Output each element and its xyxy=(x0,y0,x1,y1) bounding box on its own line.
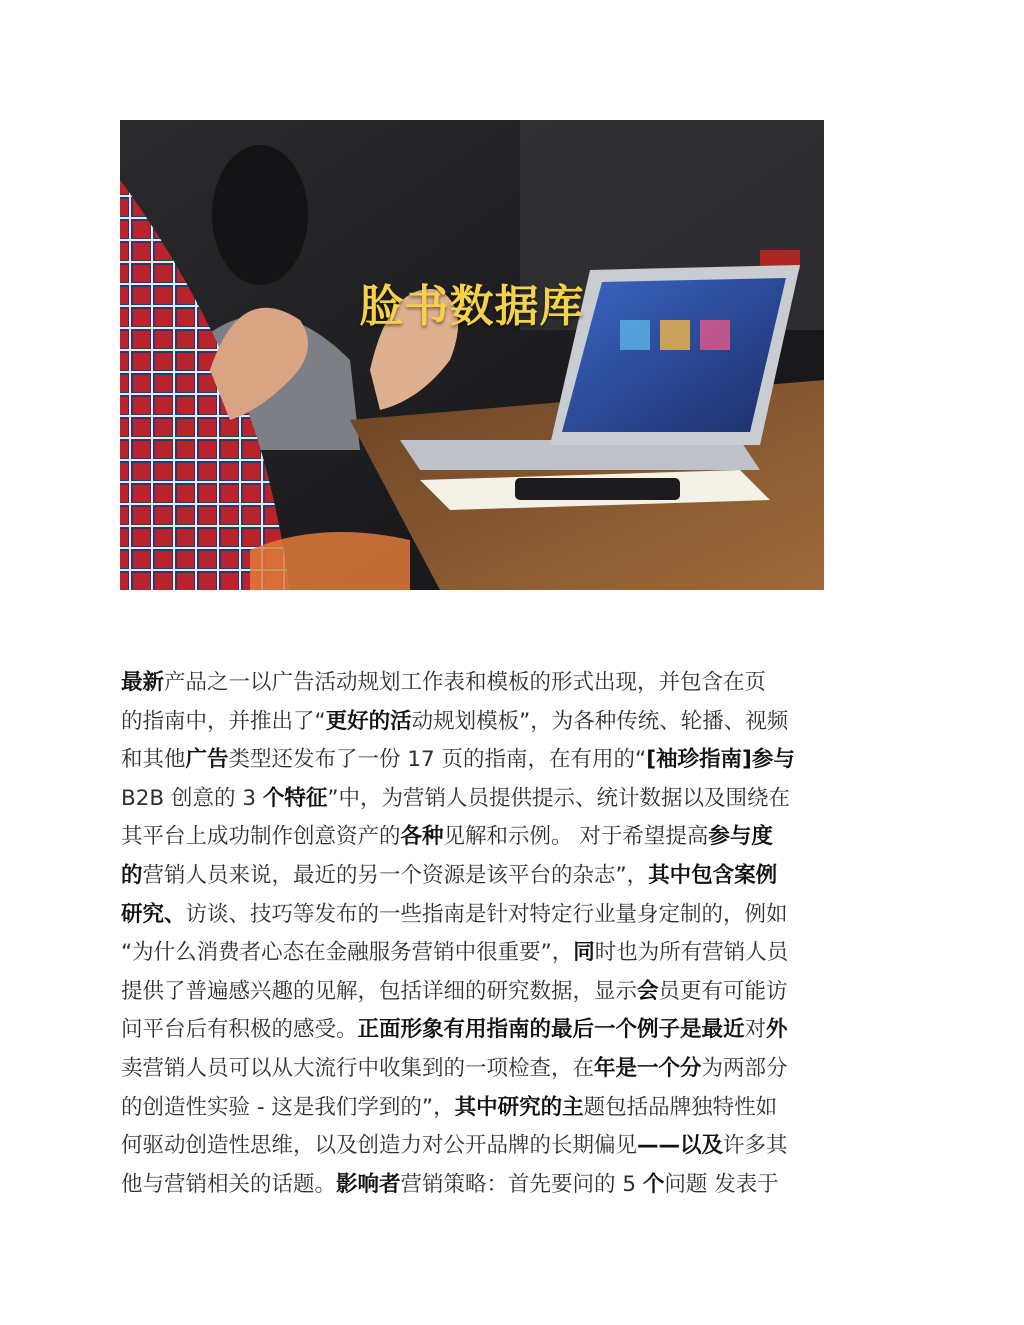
text-run: ”中，为营销人员提供提示、统计数据以及围绕在 xyxy=(327,785,791,811)
article-line xyxy=(121,1011,906,1050)
article-line xyxy=(121,780,906,819)
text-run: 见解和示例。 对于希望提高 xyxy=(443,824,709,850)
text-run: 他与营销相关的话题。 xyxy=(121,1171,337,1197)
text-run: 为两部分 xyxy=(701,1055,788,1081)
text-run: 时也为所有营销人员 xyxy=(594,940,789,966)
text-run: B2B 创意的 3 xyxy=(121,785,263,811)
text-run: 的创造性实验 - 这是我们学到的”， xyxy=(121,1094,455,1120)
bold-text-run: 外 xyxy=(766,1017,788,1043)
bold-text-run: 其中研究的主 xyxy=(454,1094,584,1120)
bold-text-run: 的 xyxy=(121,862,143,888)
text-run: 许多其 xyxy=(723,1133,788,1159)
bold-text-run: 个特征 xyxy=(262,785,328,811)
article-line xyxy=(121,1127,906,1166)
text-run: 访谈、技巧等发布的一些指南是针对特定行业量身定制的，例如 xyxy=(185,901,788,927)
article-line xyxy=(121,1089,906,1128)
text-run: 题包括品牌独特性如 xyxy=(583,1094,778,1120)
bold-text-run: 研究、 xyxy=(121,901,186,927)
bold-text-run: [袖珍指南]参与 xyxy=(646,747,795,773)
text-run: 营销人员来说，最近的另一个资源是该平台的杂志”， xyxy=(142,862,649,888)
bold-text-run: 同 xyxy=(573,940,595,966)
hero-image xyxy=(120,120,824,590)
bold-text-run: 最新 xyxy=(121,670,165,695)
text-run: 类型还发布了一份 17 页的指南，在有用的“ xyxy=(228,747,647,773)
hero-title: 脸书数据库 xyxy=(359,281,585,332)
text-run: 的指南中，并推出了“ xyxy=(121,708,326,734)
text-run: 动规划模板”，为各种传统、轮播、视频 xyxy=(411,708,789,734)
article-line xyxy=(121,934,906,973)
text-run: 其平台上成功制作创意资产的 xyxy=(121,824,401,850)
article-line xyxy=(121,896,906,935)
text-run: 对 xyxy=(744,1017,767,1043)
text-run: 问平台后有积极的感受。 xyxy=(121,1017,358,1043)
text-run: 卖营销人员可以从大流行中收集到的一项检查，在 xyxy=(121,1055,595,1081)
bold-text-run: ——以及 xyxy=(637,1133,724,1159)
bold-text-run: 影响者 xyxy=(336,1171,401,1197)
article-line xyxy=(121,857,906,896)
article-line xyxy=(121,664,906,703)
text-run: 何驱动创造性思维，以及创造力对公开品牌的长期偏见 xyxy=(121,1133,638,1159)
bold-text-run: 个 xyxy=(642,1171,665,1197)
bold-text-run: 其中包含案例 xyxy=(648,862,778,888)
bold-text-run: 各种 xyxy=(400,824,444,850)
bold-text-run: 参与度 xyxy=(708,824,773,850)
text-run: 员更有可能访 xyxy=(658,978,788,1004)
text-run: 营销策略：首先要问的 5 xyxy=(400,1171,643,1197)
article-line xyxy=(121,1050,906,1089)
article-line xyxy=(121,1166,906,1205)
office-meeting-photo xyxy=(120,120,824,590)
text-run: 和其他 xyxy=(121,747,186,773)
article-line xyxy=(121,703,906,742)
text-run: 产品之一以广告活动规划工作表和模板的形式出现，并包含在页 xyxy=(164,670,767,695)
article-body xyxy=(121,664,906,1204)
bold-text-run: 会 xyxy=(637,978,659,1004)
article-line xyxy=(121,741,906,780)
bold-text-run: 广告 xyxy=(185,747,229,773)
text-run: 问题 发表于 xyxy=(664,1171,779,1197)
bold-text-run: 正面形象有用指南的最后一个例子是最近 xyxy=(357,1017,745,1043)
text-run: “为什么消费者心态在金融服务营销中很重要”， xyxy=(121,940,574,966)
text-run: 提供了普遍感兴趣的见解，包括详细的研究数据，显示 xyxy=(121,978,638,1004)
article-line xyxy=(121,973,906,1012)
bold-text-run: 更好的活 xyxy=(325,708,412,734)
article-line xyxy=(121,818,906,857)
bold-text-run: 年是一个分 xyxy=(594,1055,702,1081)
